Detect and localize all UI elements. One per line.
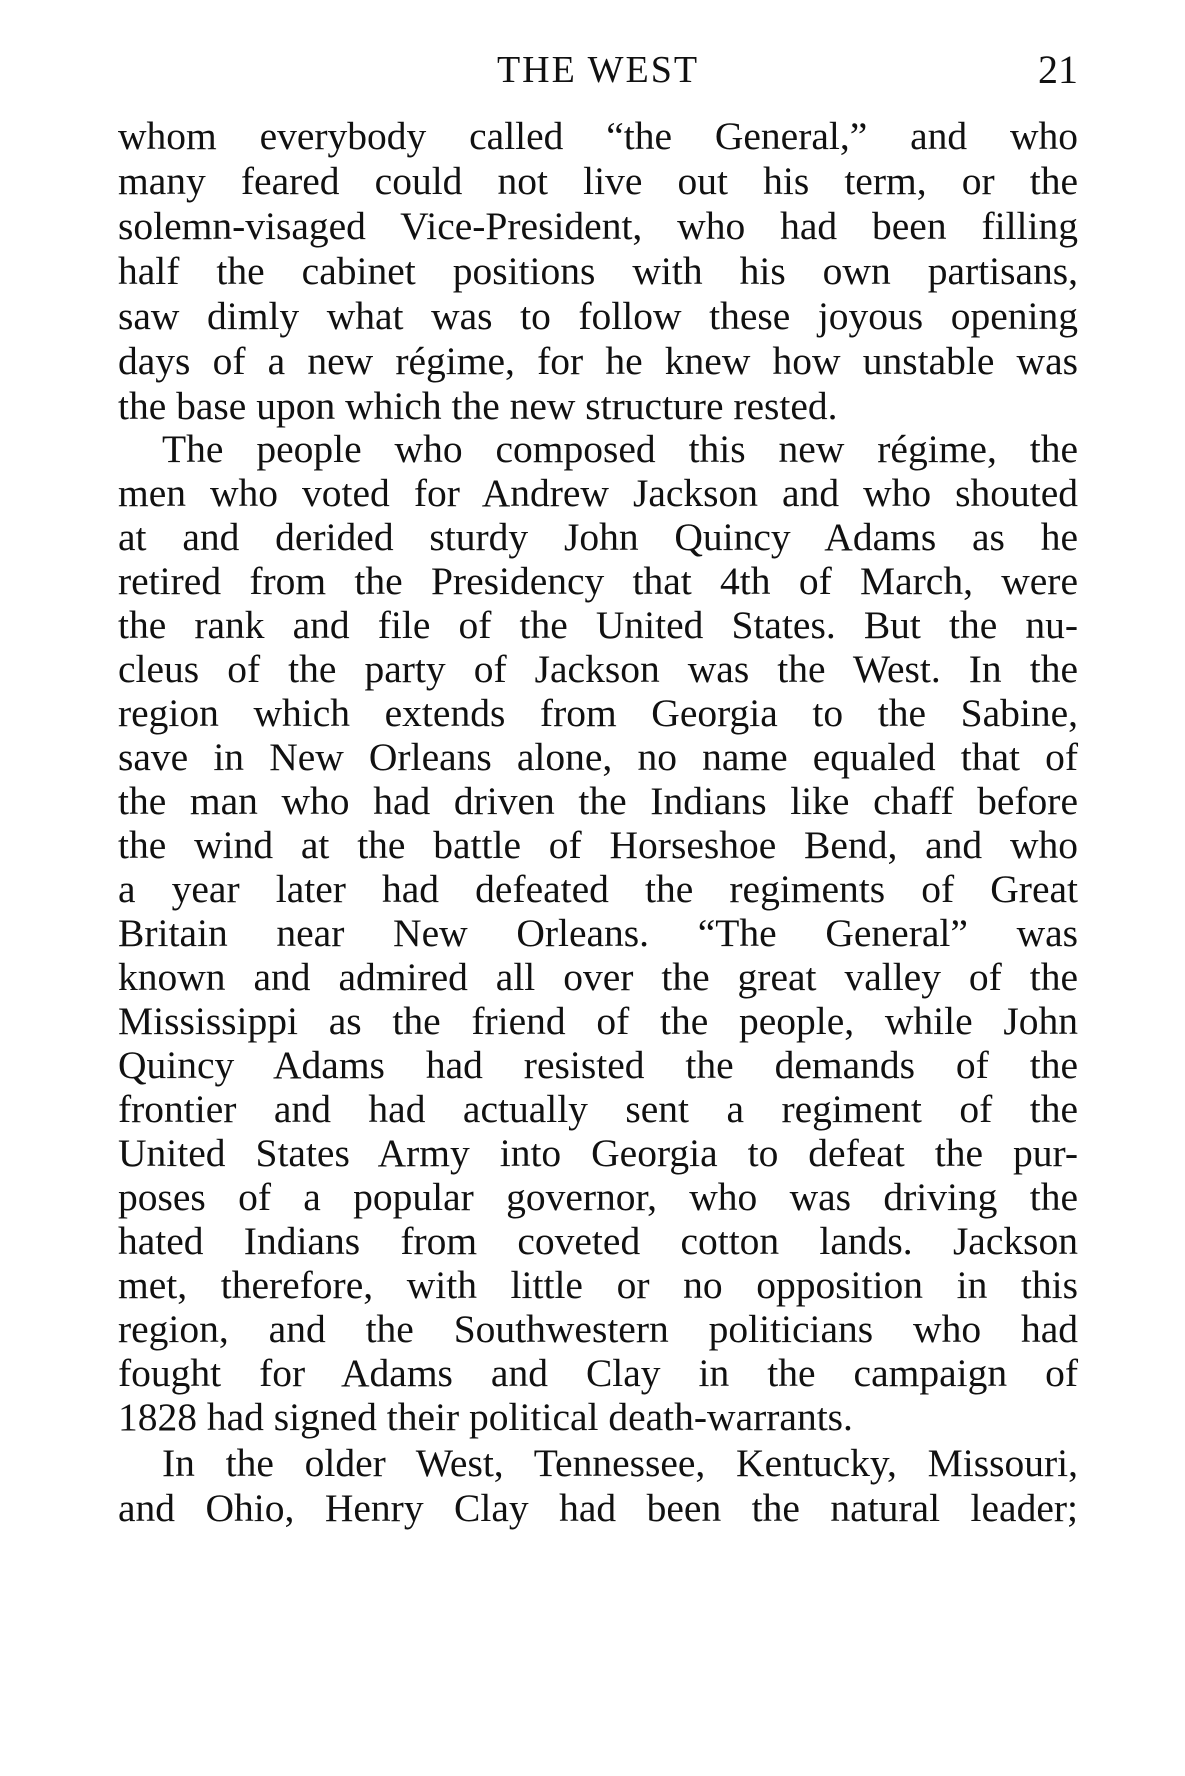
text-line: men who voted for Andrew Jackson and who shouted [118,471,1078,515]
text-line: save in New Orleans alone, no name equaled that of [118,735,1078,779]
text-line: region which extends from Georgia to the Sabine, [118,691,1078,735]
text-line: In the older West, Tennessee, Kentucky, Missouri, [162,1441,1078,1485]
text-line: whom everybody called “the General,” and who [118,114,1078,158]
text-line: the base upon which the new structure rested. [118,384,838,428]
text-line: a year later had defeated the regiments of Great [118,867,1078,911]
text-line: solemn-visaged Vice-President, who had been filling [118,204,1078,248]
text-line: United States Army into Georgia to defeat the pur- [118,1131,1078,1175]
text-line: days of a new régime, for he knew how unstable was [118,339,1078,383]
text-line: frontier and had actually sent a regiment of the [118,1087,1078,1131]
text-line: Britain near New Orleans. “The General” was [118,911,1078,955]
text-line: met, therefore, with little or no opposition in this [118,1263,1078,1307]
text-line: cleus of the party of Jackson was the West. In the [118,647,1078,691]
running-title: THE WEST [496,49,700,91]
text-line: poses of a popular governor, who was driving the [118,1175,1078,1219]
text-line: region, and the Southwestern politicians who had [118,1307,1078,1351]
text-line: the rank and file of the United States. But the nu- [118,603,1078,647]
text-line: known and admired all over the great valley of the [118,955,1078,999]
text-line: many feared could not live out his term, or the [118,159,1078,203]
text-line: Quincy Adams had resisted the demands of the [118,1043,1078,1087]
text-line: half the cabinet positions with his own partisans, [118,249,1078,293]
page-number: 21 [1038,47,1078,92]
text-line: the wind at the battle of Horseshoe Bend, and who [118,823,1078,867]
text-line: The people who composed this new régime, the [162,427,1078,471]
text-line: retired from the Presidency that 4th of March, were [118,559,1078,603]
text-line: fought for Adams and Clay in the campaign of [118,1351,1078,1395]
text-line: the man who had driven the Indians like chaff before [118,779,1078,823]
text-line: 1828 had signed their political death-warrants. [118,1395,853,1439]
running-head [118,48,1078,92]
text-line: Mississippi as the friend of the people, while John [118,999,1078,1043]
text-line: and Ohio, Henry Clay had been the natural leader; [118,1486,1078,1530]
text-line: hated Indians from coveted cotton lands. Jackson [118,1219,1078,1263]
text-line: saw dimly what was to follow these joyous opening [118,294,1078,338]
text-line: at and derided sturdy John Quincy Adams as he [118,515,1078,559]
